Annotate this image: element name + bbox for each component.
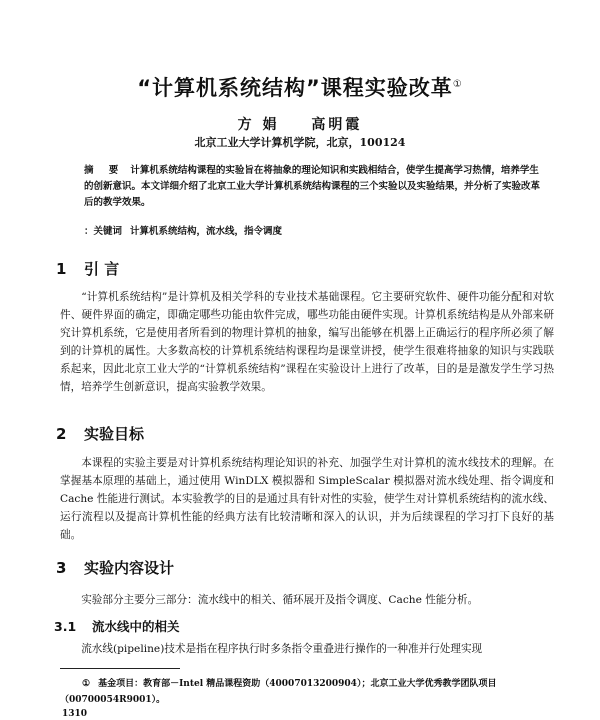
keywords-label: ：关键词 bbox=[84, 226, 123, 237]
author-list bbox=[0, 114, 600, 134]
subsection-number: 3.1 bbox=[54, 619, 77, 634]
footnote bbox=[60, 676, 554, 708]
section-title: 实验内容设计 bbox=[84, 559, 175, 577]
section-number: 1 bbox=[56, 260, 67, 278]
section-heading-1 bbox=[56, 258, 119, 279]
author-name: 方 娟 bbox=[237, 117, 280, 133]
abstract bbox=[84, 163, 544, 211]
section-title: 引 言 bbox=[84, 260, 120, 278]
keywords-text: 计算机系统结构，流水线，指令调度 bbox=[130, 226, 283, 237]
footnote-mark: ① bbox=[82, 679, 91, 689]
title-footnote-mark: ① bbox=[452, 79, 463, 90]
paper-title-text: “计算机系统结构”课程实验改革 bbox=[137, 76, 453, 100]
section-2-paragraph: 本课程的实验主要是对计算机系统结构理论知识的补充、加强学生对计算机的流水线技术的理解。在掌握基本原理的基础上，通过使用 WinDLX 模拟器和 SimpleScalar 模拟器对流水线处理、指令调度和 Cache 性能进行测试。本实验教学的目的是通过具有针对性的实验，使学生对计算机系统结构的流水线、运行流程以及提高计算机性能的经典方法有比较清晰和深入的认识，并为后续课程的学习打下良好的基础。 bbox=[60, 457, 554, 541]
section-heading-2 bbox=[56, 423, 144, 444]
keywords bbox=[84, 223, 544, 237]
section-title: 实验目标 bbox=[84, 425, 145, 443]
subsection-title: 流水线中的相关 bbox=[92, 619, 180, 634]
abstract-text: 计算机系统结构课程的实验旨在将抽象的理论知识和实践相结合，使学生提高学习热情，培养学生的创新意识。本文详细介绍了北京工业大学计算机系统结构课程的三个实验以及实验结果，并分析了实验改革后的教学效果。 bbox=[84, 165, 541, 208]
section-number: 3 bbox=[56, 559, 67, 577]
paper-title bbox=[0, 72, 600, 102]
section-1-paragraph: “计算机系统结构”是计算机及相关学科的专业技术基础课程。它主要研究软件、硬件功能分配和对软件、硬件界面的确定，即确定哪些功能由软件完成，哪些功能由硬件实现。计算机系统结构是从外部来研究计算机系统，它是使用者所看到的物理计算机的抽象，编写出能够在机器上正确运行的程序所必须了解到的计算机的属性。大多数高校的计算机系统结构课程均是课堂讲授，使学生很难将抽象的知识与实践联系起来，因此北京工业大学的“计算机系统结构”课程在实验设计上进行了改革，目的是是激发学生学习热情，培养学生创新意识，提高实验教学效果。 bbox=[60, 291, 554, 393]
section-heading-3 bbox=[56, 557, 174, 578]
subsection-paragraph: 流水线(pipeline)技术是指在程序执行时多条指令重叠进行操作的一种准并行处理实现 bbox=[81, 643, 483, 655]
footnote-divider bbox=[60, 668, 180, 669]
subsection-heading bbox=[54, 617, 180, 635]
author-name: 高明霞 bbox=[311, 117, 363, 133]
page-number: 1310 bbox=[62, 709, 88, 719]
abstract-label: 摘 要 bbox=[84, 165, 125, 176]
section-3-paragraph: 实验部分主要分三部分：流水线中的相关、循环展开及指令调度、Cache 性能分析。 bbox=[81, 594, 479, 606]
section-number: 2 bbox=[56, 425, 67, 443]
affiliation: 北京工业大学计算机学院，北京，100124 bbox=[194, 136, 406, 149]
footnote-text: 基金项目：教育部－Intel 精品课程资助（40007013200904）；北京工业大学优秀教学团队项目（00700054R9001）。 bbox=[60, 679, 497, 705]
